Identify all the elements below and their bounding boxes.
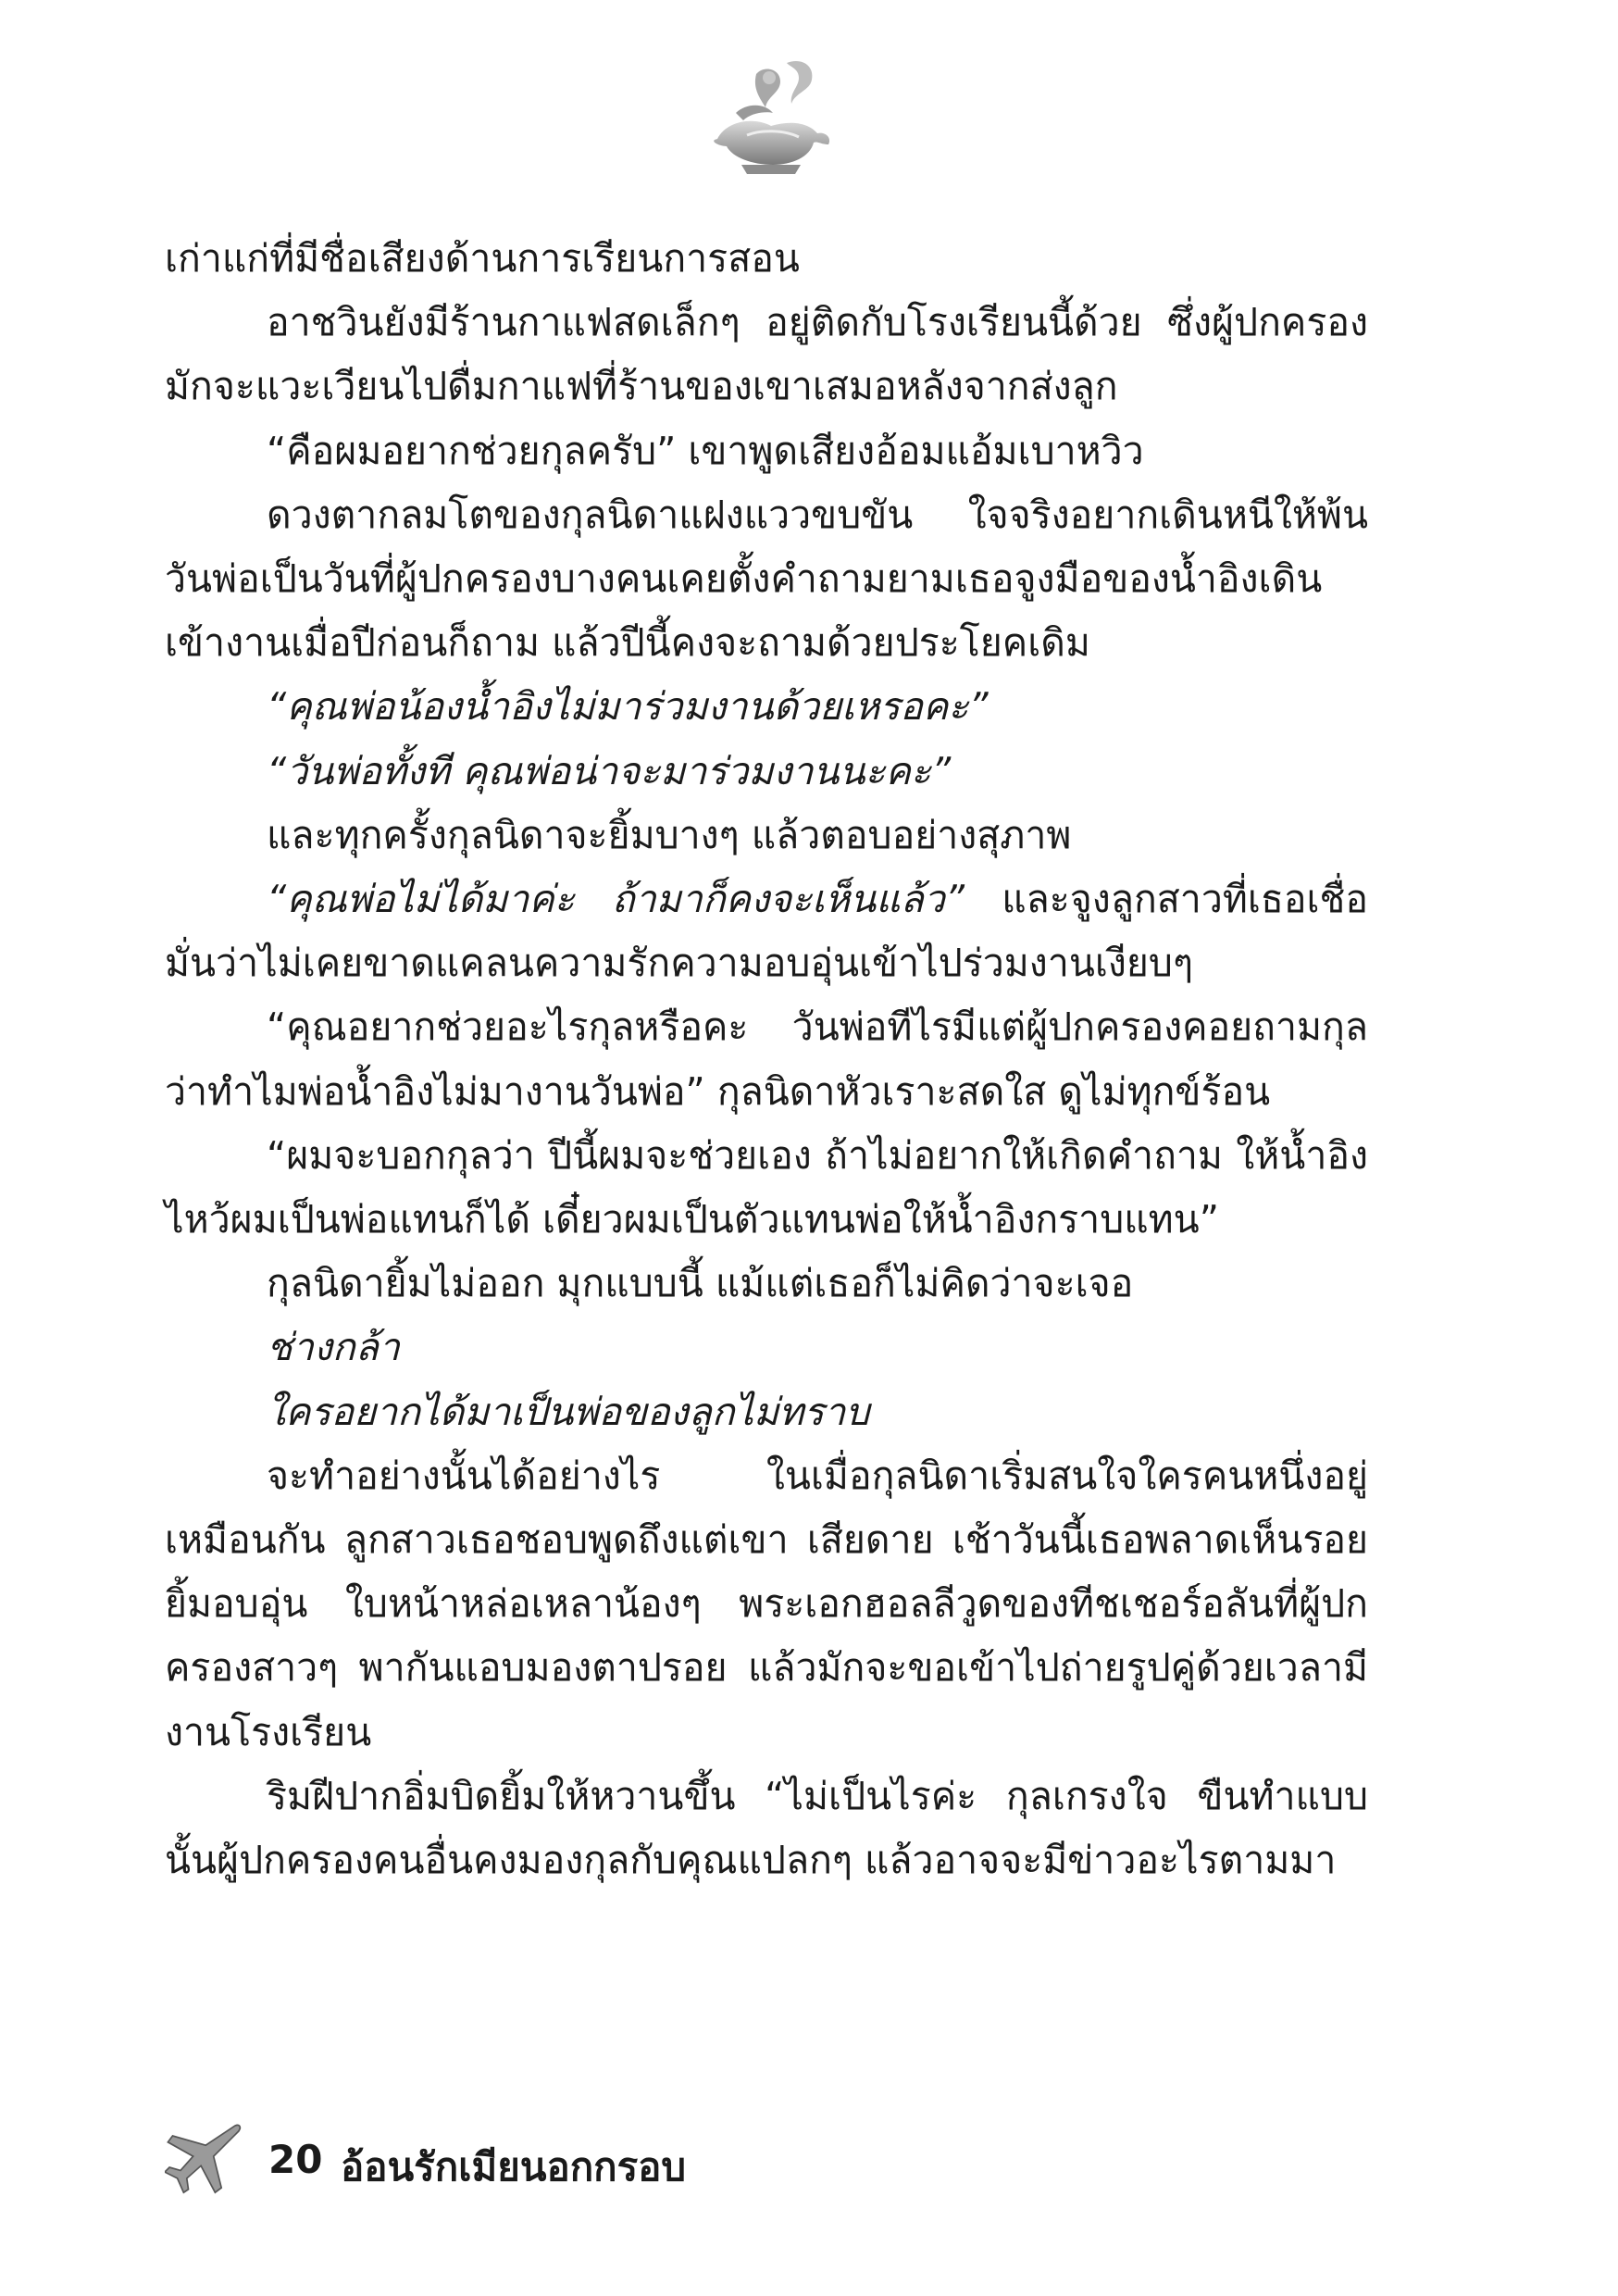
italic-quote: “คุณพ่อไม่ได้มาค่ะ ถ้ามาก็คงจะเห็นแล้ว” <box>267 877 965 922</box>
paragraph: ดวงตากลมโตของกุลนิดาแฝงแววขบขัน ใจจริงอยากเดินหนีให้พ้นวันพ่อเป็นวันที่ผู้ปกครองบางคนเคยตั้งคำถามยามเธอจูงมือของน้ำอิงเดินเข้างานเมื่อปีก่อนก็ถาม แล้วปีนี้คงจะถามด้วยประโยคเดิม <box>165 492 1368 666</box>
paragraph: เก่าแก่ที่มีชื่อเสียงด้านการเรียนการสอน <box>165 236 800 281</box>
paragraph-text: และจูงลูกสาวที่เธอเชื่อมั่นว่าไม่เคยขาดแคลนความรักความอบอุ่นเข้าไปร่วมงานเงียบๆ <box>165 877 1368 986</box>
genie-lamp-logo-icon <box>699 56 838 181</box>
paragraph: ใครอยากได้มาเป็นพ่อของลูกไม่ทราบ <box>267 1389 870 1434</box>
paragraph: “วันพ่อทั้งที คุณพ่อน่าจะมาร่วมงานนะคะ” <box>267 748 952 793</box>
paragraph: และทุกครั้งกุลนิดาจะยิ้มบางๆ แล้วตอบอย่างสุภาพ <box>267 812 1072 857</box>
body-text <box>165 227 1368 1892</box>
paragraph: ริมฝีปากอิ่มบิดยิ้มให้หวานขึ้น “ไม่เป็นไรค่ะ กุลเกรงใจ ขืนทำแบบนั้นผู้ปกครองคนอื่นคงมองกุลกับคุณแปลกๆ แล้วอาจจะมีข่าวอะไรตามมา <box>165 1773 1368 1883</box>
airplane-icon <box>165 2120 243 2199</box>
paragraph: จะทำอย่างนั้นได้อย่างไร ในเมื่อกุลนิดาเริ่มสนใจใครคนหนึ่งอยู่เหมือนกัน ลูกสาวเธอชอบพูดถึงแต่เขา เสียดาย เช้าวันนี้เธอพลาดเห็นรอยยิ้มอบอุ่น ใบหน้าหล่อเหลาน้องๆ พระเอกฮอลลีวูดของทีชเชอร์อลันที่ผู้ปกครองสาวๆ พากันแอบมองตาปรอย แล้วมักจะขอเข้าไปถ่ายรูปคู่ด้วยเวลามีงานโรงเรียน <box>165 1453 1368 1754</box>
paragraph: “คุณพ่อน้องน้ำอิงไม่มาร่วมงานด้วยเหรอคะ” <box>267 684 989 730</box>
paragraph: กุลนิดายิ้มไม่ออก มุกแบบนี้ แม้แต่เธอก็ไม่คิดว่าจะเจอ <box>267 1261 1134 1306</box>
paragraph: “ผมจะบอกกุลว่า ปีนี้ผมจะช่วยเอง ถ้าไม่อยากให้เกิดคำถาม ให้น้ำอิงไหว้ผมเป็นพ่อแทนก็ได้ เดี๋ยวผมเป็นตัวแทนพ่อให้น้ำอิงกราบแทน” <box>165 1132 1368 1242</box>
paragraph: “คือผมอยากช่วยกุลครับ” เขาพูดเสียงอ้อมแอ้มเบาหวิว <box>267 428 1144 473</box>
paragraph: อาชวินยังมีร้านกาแฟสดเล็กๆ อยู่ติดกับโรงเรียนนี้ด้วย ซึ่งผู้ปกครองมักจะแวะเวียนไปดื่มกาแฟที่ร้านของเขาเสมอหลังจากส่งลูก <box>165 300 1368 409</box>
page-number: 20 <box>268 2137 323 2182</box>
page-footer <box>165 2120 998 2213</box>
paragraph <box>165 867 1368 995</box>
paragraph: “คุณอยากช่วยอะไรกุลหรือคะ วันพ่อทีไรมีแต่ผู้ปกครองคอยถามกุลว่าทำไมพ่อน้ำอิงไม่มางานวันพ่อ” กุลนิดาหัวเราะสดใส ดูไม่ทุกข์ร้อน <box>165 1004 1368 1114</box>
paragraph: ช่างกล้า <box>267 1325 400 1370</box>
book-title: อ้อนรักเมียนอกกรอบ <box>341 2144 687 2190</box>
